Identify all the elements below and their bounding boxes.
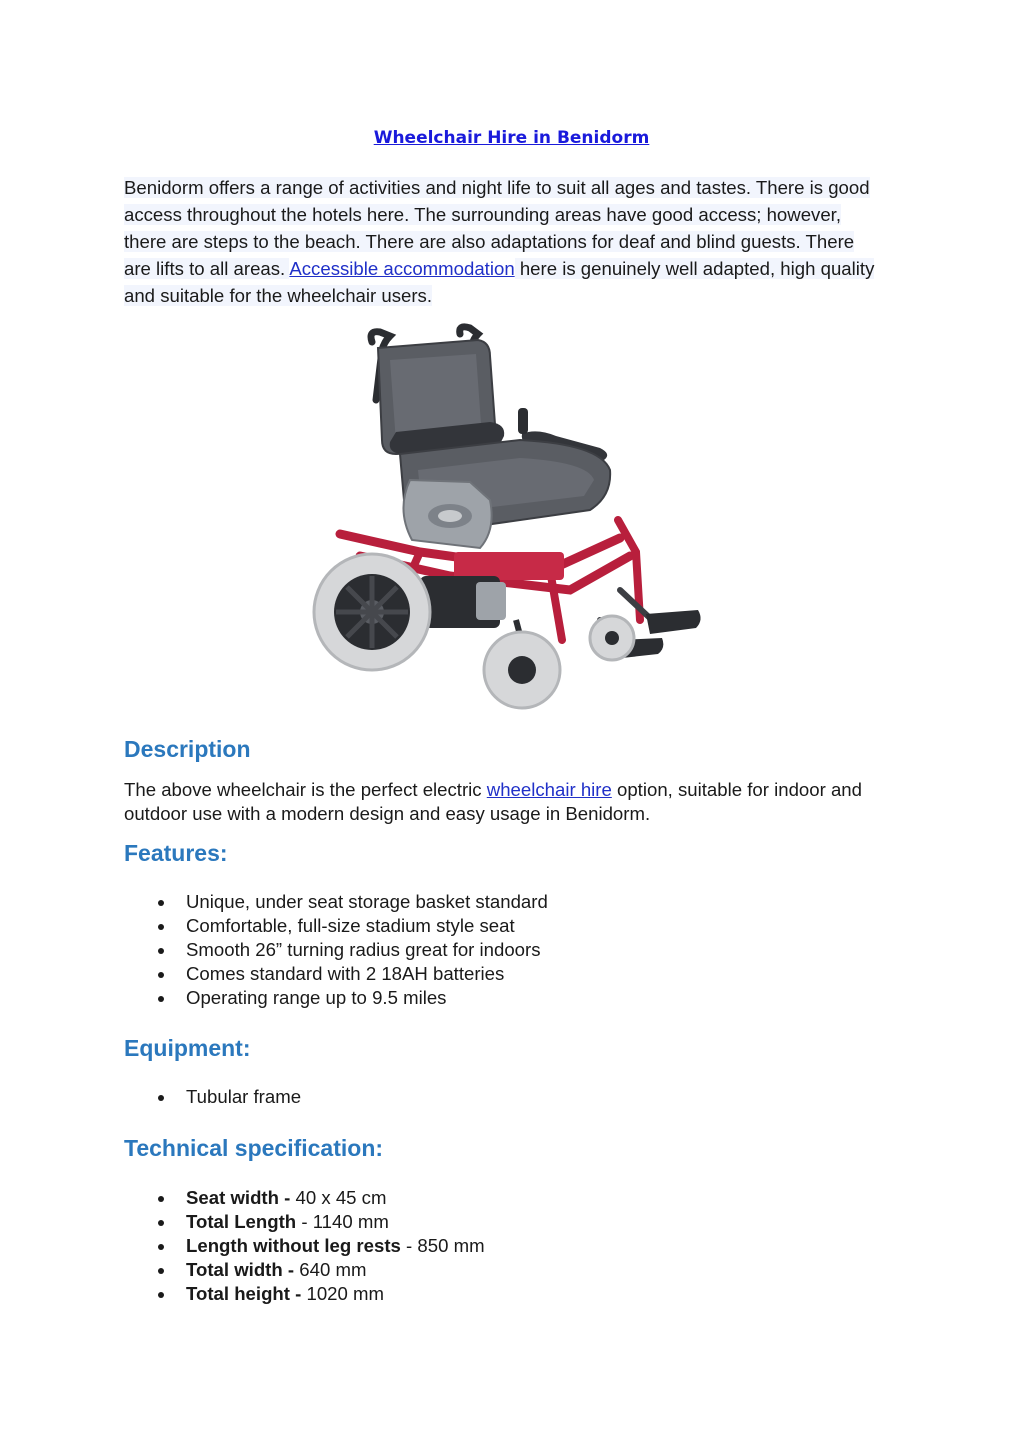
wheelchair-hire-link[interactable]: wheelchair hire — [486, 779, 612, 800]
spec-value: 640 mm — [299, 1259, 367, 1280]
features-list — [124, 890, 548, 1010]
description-text: The above wheelchair is the perfect electric — [124, 779, 487, 800]
description-heading: Description — [124, 736, 251, 762]
list-item: Tubular frame — [124, 1085, 301, 1109]
intro-text: Benidorm offers a range of activities and night life to suit all ages and tastes. There is good access throughout the hotels here. The surrounding areas have good access; however, there are steps to the beach. There are also adaptations for deaf and blind guests. There are lifts to all areas. — [124, 177, 870, 279]
list-item: Operating range up to 9.5 miles — [124, 986, 548, 1010]
list-item: Comfortable, full-size stadium style seat — [124, 914, 548, 938]
intro-text-end: here is genuinely well adapted, high quality and suitable for the wheelchair users. — [124, 258, 875, 306]
intro-paragraph — [124, 174, 884, 309]
spec-label: Total width - — [186, 1259, 300, 1280]
description-text-end: option, suitable for indoor and outdoor use with a modern design and easy usage in Benidorm. — [124, 779, 862, 824]
spec-item — [124, 1282, 485, 1306]
equipment-heading: Equipment: — [124, 1035, 251, 1061]
spec-label: Total height - — [186, 1283, 307, 1304]
technical-list — [124, 1186, 485, 1306]
accessible-accommodation-link[interactable]: Accessible accommodation — [289, 258, 515, 279]
spec-item — [124, 1210, 485, 1234]
page-title[interactable]: Wheelchair Hire in Benidorm — [373, 128, 650, 148]
spec-value: 40 x 45 cm — [295, 1187, 387, 1208]
spec-label: Total Length — [186, 1211, 297, 1232]
spec-label: Length without leg rests — [186, 1235, 401, 1256]
list-item: Smooth 26” turning radius great for indoors — [124, 938, 548, 962]
list-item: Unique, under seat storage basket standard — [124, 890, 548, 914]
spec-item — [124, 1258, 485, 1282]
technical-heading: Technical specification: — [124, 1135, 384, 1161]
features-heading: Features: — [124, 840, 228, 866]
spec-value: - 1140 mm — [296, 1211, 389, 1232]
description-paragraph — [124, 778, 904, 826]
spec-item — [124, 1234, 485, 1258]
spec-item — [124, 1186, 485, 1210]
spec-label: Seat width - — [186, 1187, 296, 1208]
spec-value: 1020 mm — [306, 1283, 385, 1304]
wheelchair-photo — [300, 320, 710, 715]
equipment-list — [124, 1085, 301, 1109]
list-item: Comes standard with 2 18AH batteries — [124, 962, 548, 986]
spec-value: - 850 mm — [400, 1235, 485, 1256]
